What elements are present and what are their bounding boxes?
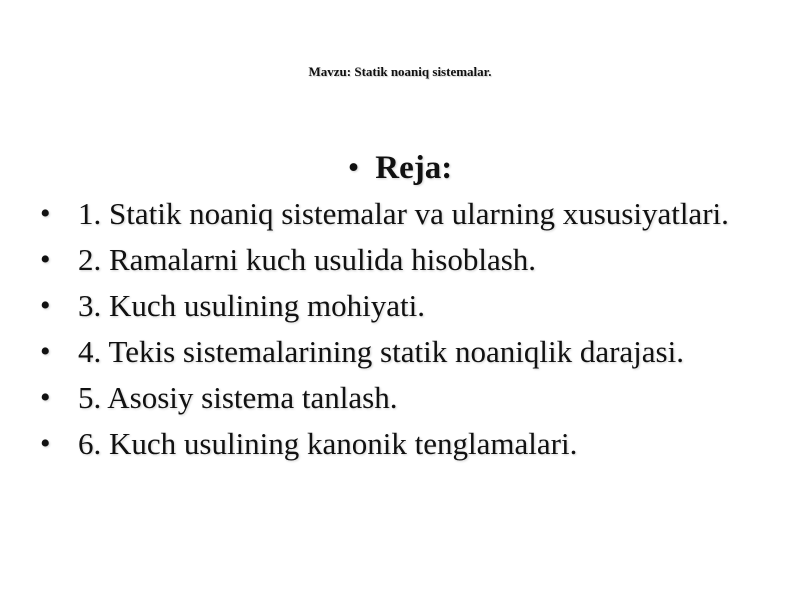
list-item xyxy=(40,424,778,463)
plan-heading xyxy=(0,146,800,190)
bullet-icon: • xyxy=(347,150,360,186)
bullet-icon: • xyxy=(40,381,51,414)
plan-list xyxy=(40,194,778,470)
slide-title: Mavzu: Statik noaniq sistemalar. xyxy=(308,64,492,79)
list-item xyxy=(40,286,778,325)
bullet-icon: • xyxy=(40,289,51,322)
list-item-text: 1. Statik noaniq sistemalar va ularning xususiyatlari. xyxy=(78,196,729,231)
list-item-text: 5. Asosiy sistema tanlash. xyxy=(78,380,398,415)
bullet-icon: • xyxy=(40,243,51,276)
list-item-text: 6. Kuch usulining kanonik tenglamalari. xyxy=(78,426,578,461)
list-item xyxy=(40,240,778,279)
list-item xyxy=(40,194,778,233)
plan-heading-text: Reja: xyxy=(375,150,453,186)
list-item-text: 2. Ramalarni kuch usulida hisoblash. xyxy=(78,242,537,277)
list-item-text: 4. Tekis sistemalarining statik noaniqlik darajasi. xyxy=(78,334,684,369)
list-item-text: 3. Kuch usulining mohiyati. xyxy=(78,288,426,323)
bullet-icon: • xyxy=(40,197,51,230)
bullet-icon: • xyxy=(40,335,51,368)
list-item xyxy=(40,332,778,371)
bullet-icon: • xyxy=(40,427,51,460)
list-item xyxy=(40,378,778,417)
